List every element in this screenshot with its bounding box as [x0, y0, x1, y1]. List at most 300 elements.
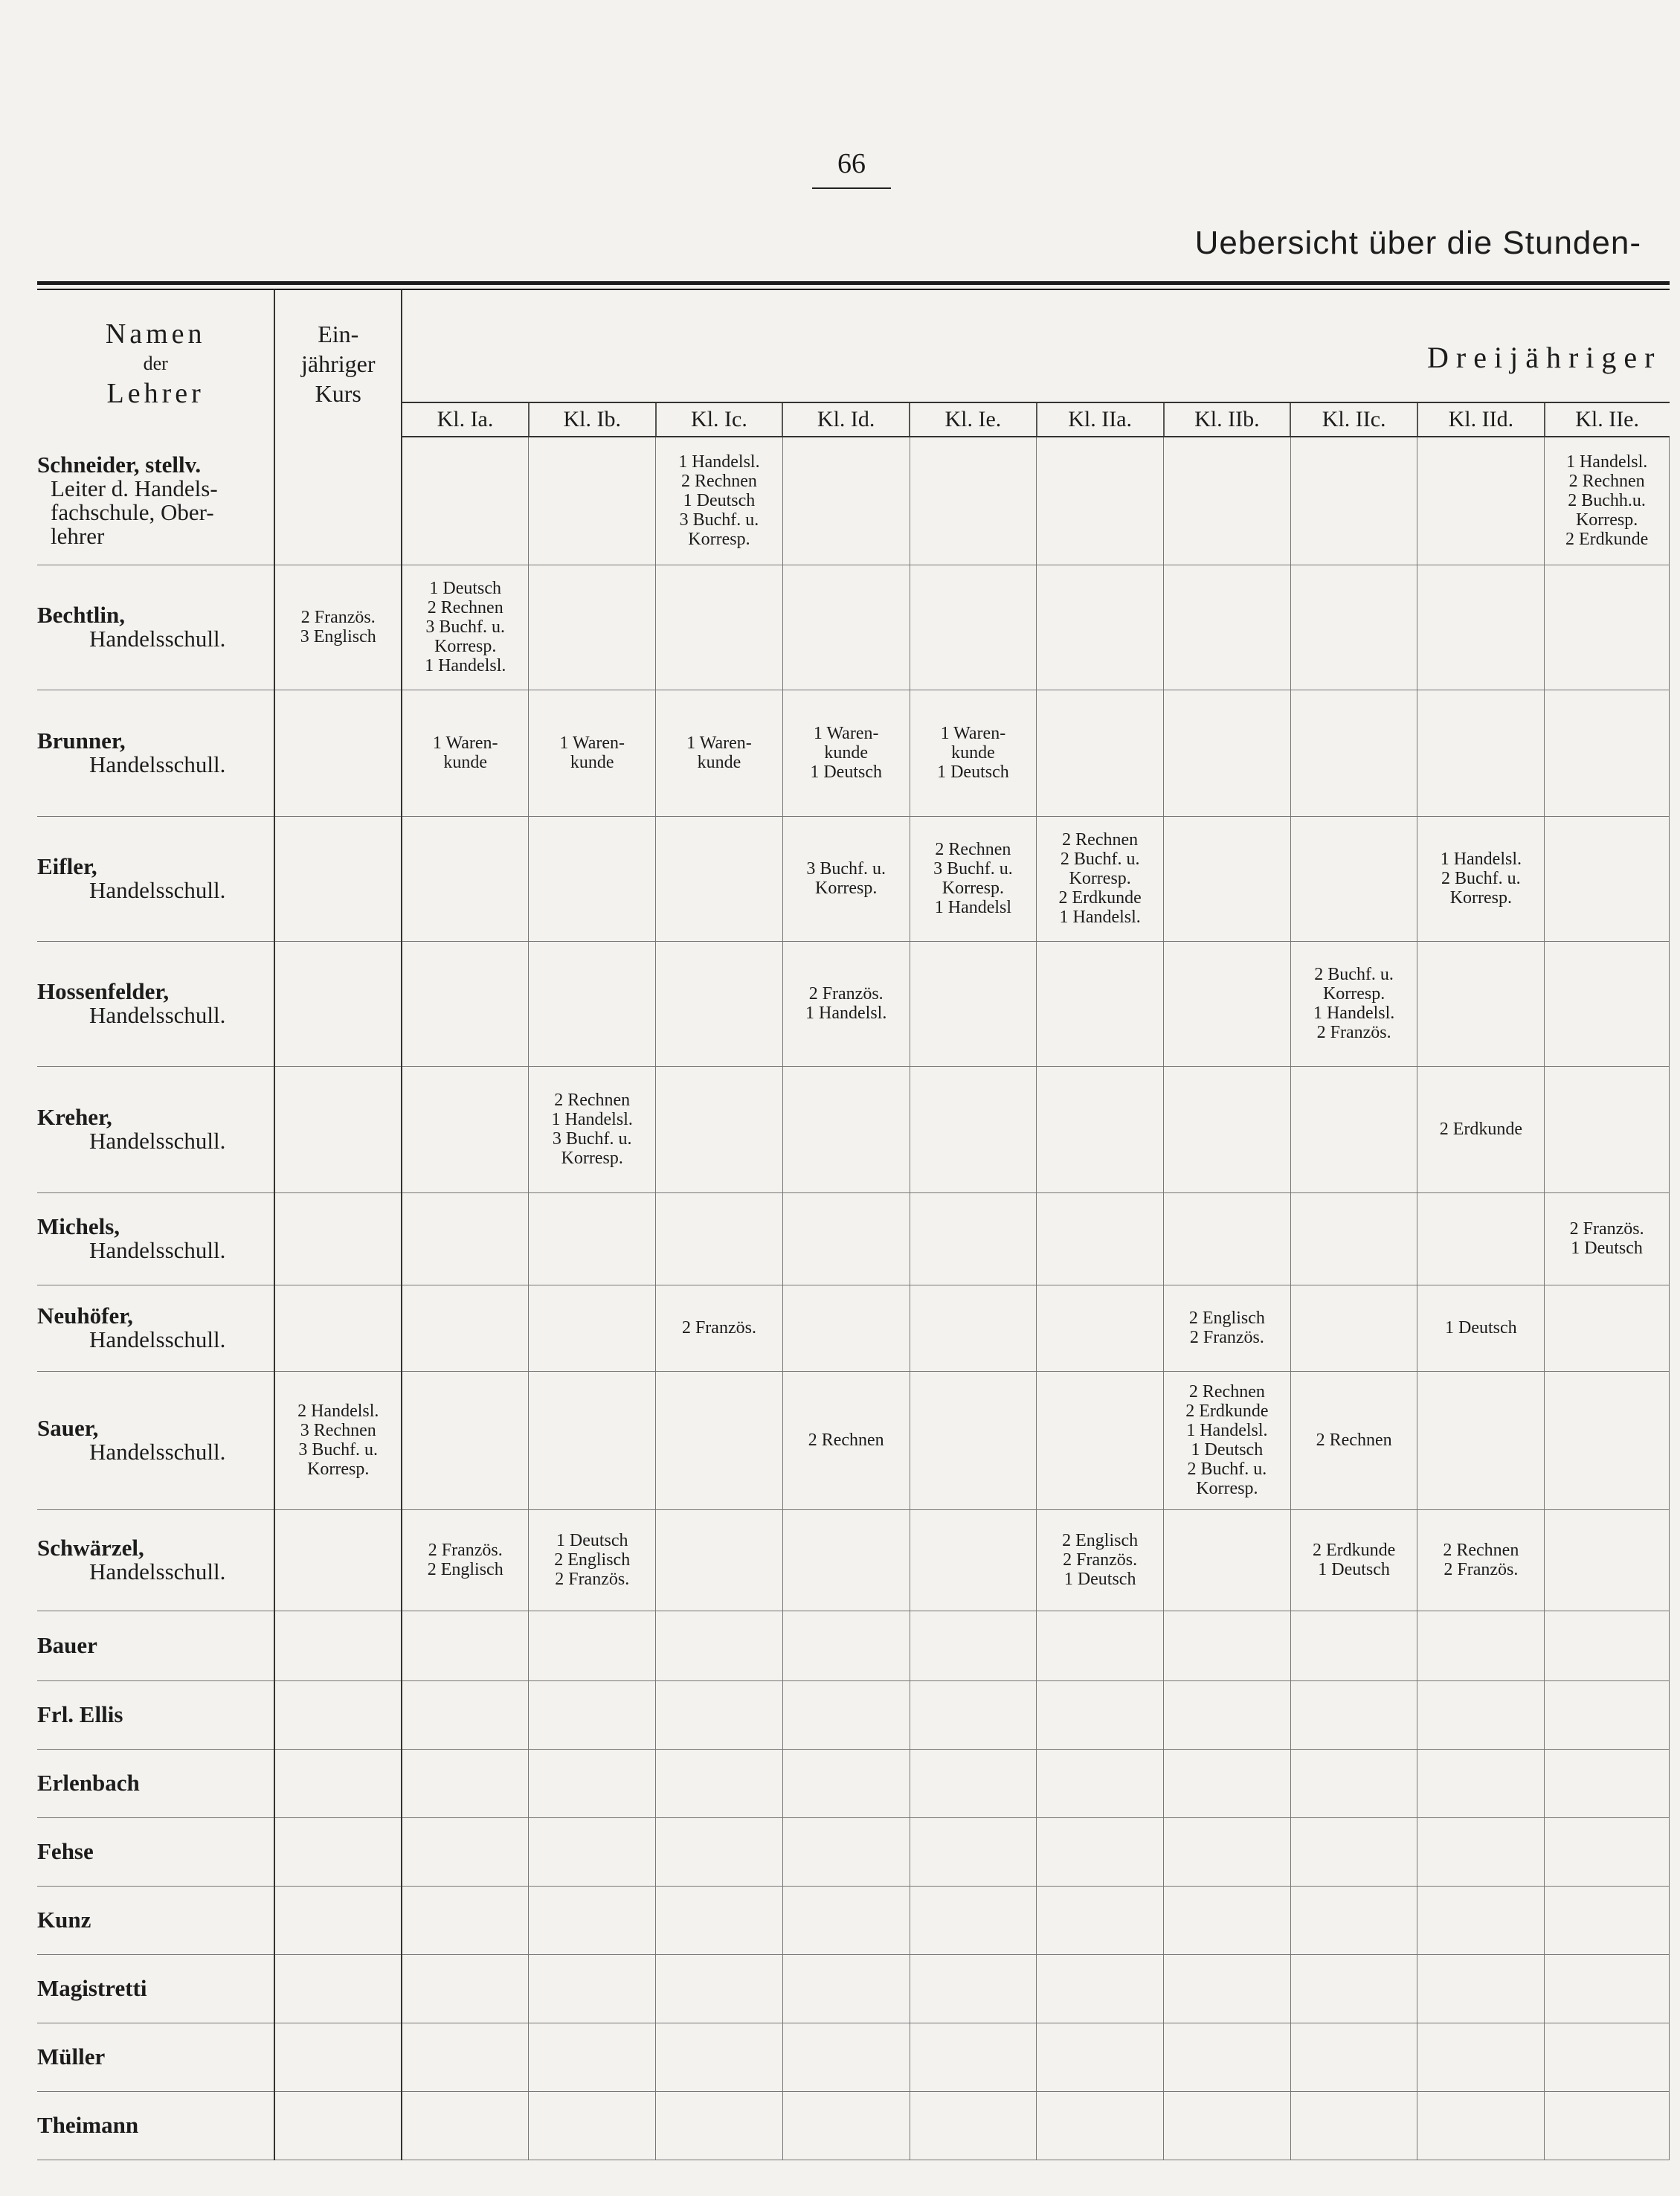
cell-line: 1 Handelsl. — [1059, 908, 1141, 927]
cell-line: 2 Erdkunde — [1439, 1120, 1522, 1139]
cell-line: 3 Buchf. u. — [933, 859, 1013, 879]
teacher-row — [37, 1886, 1670, 1954]
header-class-id: Kl. Id. — [782, 402, 910, 437]
class-cell — [529, 690, 656, 816]
header-class-iib: Kl. IIb. — [1164, 402, 1291, 437]
cell-line: 2 Englisch — [1188, 1309, 1265, 1328]
einjaehriger-cell — [274, 1749, 402, 1817]
header-class-iic: Kl. IIc. — [1290, 402, 1417, 437]
teacher-name-cell — [37, 1886, 274, 1954]
class-cell — [1164, 2091, 1291, 2160]
class-cell — [910, 941, 1037, 1066]
class-cell — [1545, 2091, 1670, 2160]
class-cell — [1545, 2023, 1670, 2091]
header-group-title: Dreijähriger — [1427, 340, 1662, 374]
teacher-name-cell — [37, 1817, 274, 1886]
schedule-table — [37, 290, 1670, 2160]
class-cell — [1545, 1509, 1670, 1611]
teacher-name-line: Kunz — [37, 1907, 91, 1933]
teacher-name-line: lehrer — [51, 522, 105, 549]
class-cell — [656, 816, 783, 941]
class-cell — [529, 1749, 656, 1817]
class-cell — [529, 1371, 656, 1509]
einjaehriger-cell — [274, 690, 402, 816]
class-cell — [1545, 1066, 1670, 1192]
class-cell — [1545, 1749, 1670, 1817]
cell-line: 3 Buchf. u. — [298, 1440, 379, 1460]
cell-line: 2 Buchf. u. — [1441, 869, 1521, 888]
class-cell — [1164, 1066, 1291, 1192]
class-cell — [782, 1371, 910, 1509]
header-class-iia: Kl. IIa. — [1037, 402, 1164, 437]
cell-line: Korresp. — [688, 530, 750, 550]
class-cell — [1037, 690, 1164, 816]
class-cell — [1417, 1371, 1545, 1509]
class-cell — [656, 690, 783, 816]
header-ein-line3: Kurs — [315, 379, 361, 407]
teacher-name-cell — [37, 437, 274, 565]
class-cell — [402, 1886, 529, 1954]
cell-line: 1 Waren- — [559, 733, 625, 753]
cell-line: 2 Französ. — [681, 1318, 756, 1338]
class-cell — [1037, 1749, 1164, 1817]
teacher-name-cell — [37, 1192, 274, 1285]
class-cell — [910, 1954, 1037, 2023]
class-cell — [1545, 1285, 1670, 1371]
class-cell — [910, 437, 1037, 565]
class-cell — [529, 816, 656, 941]
class-cell — [1164, 1954, 1291, 2023]
cell-line: 2 Französ. — [1189, 1328, 1264, 1347]
teacher-name-cell — [37, 690, 274, 816]
class-cell — [910, 1611, 1037, 1680]
header-names-line2: der — [143, 352, 168, 374]
class-cell — [402, 1749, 529, 1817]
einjaehriger-cell — [274, 1886, 402, 1954]
class-cell — [656, 1954, 783, 2023]
class-cell — [1290, 2023, 1417, 2091]
class-cell — [1037, 1954, 1164, 2023]
cell-line: Korresp. — [815, 879, 878, 898]
class-cell — [656, 565, 783, 690]
teacher-row — [37, 1509, 1670, 1611]
class-cell — [1037, 941, 1164, 1066]
teacher-name-line: Theimann — [37, 2112, 139, 2138]
teacher-name-cell — [37, 941, 274, 1066]
class-cell — [1417, 1817, 1545, 1886]
class-cell — [1290, 941, 1417, 1066]
schedule-table-wrapper — [37, 281, 1670, 2160]
teacher-name-line: Erlenbach — [37, 1770, 140, 1796]
teacher-name-line: Handelsschull. — [89, 751, 226, 777]
class-cell — [910, 1192, 1037, 1285]
header-class-ie: Kl. Ie. — [910, 402, 1037, 437]
top-rule — [37, 281, 1670, 285]
class-cell — [529, 941, 656, 1066]
teacher-name-cell — [37, 1749, 274, 1817]
teacher-name-line: Brunner, — [37, 728, 126, 754]
class-cell — [910, 1886, 1037, 1954]
cell-line: 2 Erdkunde — [1312, 1541, 1396, 1560]
einjaehriger-cell — [274, 2091, 402, 2160]
teacher-row — [37, 2023, 1670, 2091]
teacher-row — [37, 2091, 1670, 2160]
class-cell — [1164, 565, 1291, 690]
class-cell — [1290, 1817, 1417, 1886]
class-cell — [402, 941, 529, 1066]
class-cell — [402, 1817, 529, 1886]
class-cell — [1417, 1611, 1545, 1680]
class-cell — [1037, 1066, 1164, 1192]
cell-line: 1 Waren- — [686, 733, 752, 753]
class-cell — [910, 1680, 1037, 1749]
cell-line: 3 Buchf. u. — [679, 510, 759, 530]
teacher-row — [37, 1611, 1670, 1680]
class-cell — [529, 1611, 656, 1680]
cell-line: 2 Rechnen — [1568, 472, 1645, 492]
class-cell — [1164, 816, 1291, 941]
cell-line: 2 Englisch — [427, 1560, 503, 1579]
cell-line: 1 Deutsch — [1445, 1318, 1517, 1338]
class-cell — [910, 816, 1037, 941]
class-cell — [656, 1371, 783, 1509]
class-cell — [782, 437, 910, 565]
class-cell — [1417, 1680, 1545, 1749]
teacher-name-cell — [37, 1954, 274, 2023]
class-cell — [1164, 690, 1291, 816]
class-cell — [910, 1371, 1037, 1509]
class-cell — [402, 565, 529, 690]
class-cell — [1417, 690, 1545, 816]
class-cell — [656, 1066, 783, 1192]
class-cell — [656, 1285, 783, 1371]
class-cell — [402, 2091, 529, 2160]
class-cell — [1037, 565, 1164, 690]
cell-line: 2 Buchh.u. — [1568, 491, 1646, 511]
class-cell — [782, 816, 910, 941]
class-cell — [1037, 1285, 1164, 1371]
page-heading: Uebersicht über die Stunden- — [1194, 225, 1641, 261]
cell-line: 1 Handelsl. — [1440, 850, 1522, 869]
teacher-name-line: Michels, — [37, 1213, 120, 1239]
class-cell — [1037, 1371, 1164, 1509]
einjaehriger-cell — [274, 565, 402, 690]
class-cell — [1290, 690, 1417, 816]
teacher-name-line: Hossenfelder, — [37, 978, 170, 1004]
teacher-row — [37, 1817, 1670, 1886]
class-cell — [1037, 2091, 1164, 2160]
class-cell — [1290, 1371, 1417, 1509]
teacher-name-line: Neuhöfer, — [37, 1303, 133, 1329]
teacher-name-cell — [37, 1371, 274, 1509]
teacher-row — [37, 1371, 1670, 1509]
cell-line: 1 Handelsl. — [1186, 1421, 1268, 1440]
teacher-name-line: Bauer — [37, 1632, 97, 1658]
teacher-name-cell — [37, 1066, 274, 1192]
class-cell — [782, 690, 910, 816]
cell-line: 2 Französ. — [808, 984, 884, 1004]
class-cell — [529, 2023, 656, 2091]
class-cell — [1037, 1886, 1164, 1954]
header-names-line1: Namen — [105, 318, 206, 350]
class-cell — [1290, 1285, 1417, 1371]
teacher-name-line: Bechtlin, — [37, 602, 125, 628]
cell-line: 1 Deutsch — [683, 491, 756, 511]
cell-line: 2 Handelsl. — [297, 1402, 379, 1421]
class-cell — [1290, 1886, 1417, 1954]
class-cell — [402, 1066, 529, 1192]
teacher-row — [37, 437, 1670, 565]
class-cell — [910, 1066, 1037, 1192]
teacher-row — [37, 1749, 1670, 1817]
cell-line: kunde — [697, 753, 741, 772]
class-cell — [1545, 1371, 1670, 1509]
class-cell — [782, 1066, 910, 1192]
class-cell — [910, 1509, 1037, 1611]
class-cell — [1164, 1749, 1291, 1817]
teacher-name-line: Fehse — [37, 1838, 94, 1864]
class-cell — [1417, 565, 1545, 690]
einjaehriger-cell — [274, 1066, 402, 1192]
class-cell — [910, 2091, 1037, 2160]
class-cell — [1545, 941, 1670, 1066]
class-cell — [1037, 1680, 1164, 1749]
class-cell — [656, 1192, 783, 1285]
teacher-name-line: Handelsschull. — [89, 1326, 226, 1352]
cell-line: 2 Französ. — [1316, 1023, 1391, 1042]
class-cell — [1290, 1192, 1417, 1285]
cell-line: 3 Buchf. u. — [425, 617, 506, 637]
teacher-name-line: Handelsschull. — [89, 1558, 226, 1585]
cell-line: Korresp. — [942, 879, 1005, 898]
cell-line: 3 Buchf. u. — [806, 859, 886, 879]
class-cell — [1545, 1611, 1670, 1680]
page-number: 66 — [837, 148, 866, 179]
class-cell — [1417, 1886, 1545, 1954]
teacher-name-line: Sauer, — [37, 1415, 99, 1441]
class-cell — [1545, 565, 1670, 690]
class-cell — [1290, 2091, 1417, 2160]
schedule-body — [37, 437, 1670, 2160]
class-cell — [1164, 1886, 1291, 1954]
cell-line: 2 Rechnen — [935, 840, 1011, 859]
class-cell — [1290, 1611, 1417, 1680]
einjaehriger-cell — [274, 1371, 402, 1509]
class-cell — [529, 1817, 656, 1886]
einjaehriger-cell — [274, 1680, 402, 1749]
cell-line: Korresp. — [434, 637, 497, 656]
class-cell — [1164, 1680, 1291, 1749]
cell-line: kunde — [443, 753, 488, 772]
class-cell — [402, 2023, 529, 2091]
class-cell — [1164, 1285, 1291, 1371]
cell-line: 2 Buchf. u. — [1314, 965, 1394, 984]
class-cell — [1164, 1509, 1291, 1611]
class-cell — [782, 1886, 910, 1954]
class-cell — [529, 1886, 656, 1954]
cell-line: 1 Deutsch — [1191, 1440, 1264, 1460]
class-cell — [782, 1611, 910, 1680]
cell-line: Korresp. — [561, 1149, 623, 1168]
class-cell — [1164, 1371, 1291, 1509]
cell-line: 1 Deutsch — [429, 579, 502, 598]
einjaehriger-cell — [274, 1611, 402, 1680]
class-cell — [1417, 1509, 1545, 1611]
teacher-name-line: Schneider, stellv. — [37, 451, 202, 478]
class-cell — [529, 2091, 656, 2160]
class-cell — [656, 1749, 783, 1817]
teacher-name-cell — [37, 2023, 274, 2091]
teacher-name-line: Handelsschull. — [89, 1237, 226, 1263]
cell-line: 2 Englisch — [1062, 1531, 1139, 1550]
class-cell — [910, 1285, 1037, 1371]
class-cell — [529, 1680, 656, 1749]
class-cell — [1037, 1509, 1164, 1611]
class-cell — [402, 1509, 529, 1611]
cell-line: 2 Französ. — [1063, 1550, 1138, 1570]
class-cell — [529, 1954, 656, 2023]
cell-line: 1 Deutsch — [937, 762, 1009, 782]
class-cell — [656, 1611, 783, 1680]
cell-line: Korresp. — [1322, 984, 1385, 1004]
cell-line: 2 Rechnen — [808, 1431, 884, 1450]
class-cell — [782, 1509, 910, 1611]
class-cell — [1037, 1817, 1164, 1886]
cell-line: 2 Rechnen — [554, 1091, 631, 1110]
cell-line: 1 Handelsl. — [678, 452, 760, 472]
class-cell — [910, 2023, 1037, 2091]
header-class-ib: Kl. Ib. — [529, 402, 656, 437]
cell-line: 2 Rechnen — [427, 598, 503, 617]
cell-line: 3 Buchf. u. — [552, 1129, 632, 1149]
teacher-row — [37, 941, 1670, 1066]
cell-line: 2 Erdkunde — [1185, 1402, 1269, 1421]
class-cell — [782, 2091, 910, 2160]
cell-line: 1 Deutsch — [556, 1531, 628, 1550]
cell-line: 2 Rechnen — [1316, 1431, 1392, 1450]
cell-line: 2 Englisch — [554, 1550, 631, 1570]
class-cell — [910, 565, 1037, 690]
class-cell — [1545, 816, 1670, 941]
class-cell — [1545, 1680, 1670, 1749]
class-cell — [1417, 2091, 1545, 2160]
class-cell — [910, 690, 1037, 816]
cell-line: 2 Rechnen — [1188, 1382, 1265, 1402]
einjaehriger-cell — [274, 816, 402, 941]
class-cell — [529, 565, 656, 690]
teacher-name-line: Schwärzel, — [37, 1535, 144, 1561]
cell-line: 2 Französ. — [1569, 1219, 1644, 1239]
teacher-name-line: Magistretti — [37, 1975, 147, 2001]
cell-line: 1 Waren- — [432, 733, 498, 753]
class-cell — [529, 1285, 656, 1371]
teacher-name-line: Handelsschull. — [89, 877, 226, 903]
class-cell — [910, 1817, 1037, 1886]
header-class-iid: Kl. IId. — [1417, 402, 1545, 437]
class-cell — [1290, 1680, 1417, 1749]
class-cell — [1290, 1749, 1417, 1817]
teacher-name-line: Handelsschull. — [89, 626, 226, 652]
class-cell — [1417, 1954, 1545, 2023]
class-cell — [1164, 1192, 1291, 1285]
teacher-name-cell — [37, 816, 274, 941]
teacher-name-cell — [37, 1285, 274, 1371]
class-cell — [910, 1749, 1037, 1817]
class-cell — [1037, 437, 1164, 565]
class-cell — [656, 1680, 783, 1749]
class-cell — [1290, 1066, 1417, 1192]
teacher-name-cell — [37, 1611, 274, 1680]
class-cell — [529, 1066, 656, 1192]
class-cell — [656, 941, 783, 1066]
class-cell — [402, 1611, 529, 1680]
cell-line: 1 Handelsl. — [1565, 452, 1648, 472]
class-cell — [1037, 2023, 1164, 2091]
cell-line: 2 Französ. — [1444, 1560, 1519, 1579]
teacher-name-line: Eifler, — [37, 853, 97, 879]
header-class-iie: Kl. IIe. — [1545, 402, 1670, 437]
cell-line: 2 Rechnen — [680, 472, 757, 492]
teacher-name-cell — [37, 2091, 274, 2160]
cell-line: 1 Handelsl. — [425, 656, 506, 675]
teacher-name-line: Müller — [37, 2044, 106, 2070]
cell-line: Korresp. — [307, 1460, 370, 1479]
class-cell — [1545, 1886, 1670, 1954]
cell-line: Korresp. — [1069, 869, 1131, 888]
class-cell — [782, 565, 910, 690]
teacher-row — [37, 1954, 1670, 2023]
einjaehriger-cell — [274, 941, 402, 1066]
class-cell — [1037, 1192, 1164, 1285]
cell-line: kunde — [570, 753, 614, 772]
class-cell — [1545, 437, 1670, 565]
teacher-row — [37, 690, 1670, 816]
teacher-name-line: Handelsschull. — [89, 1002, 226, 1028]
class-cell — [656, 1817, 783, 1886]
class-cell — [402, 690, 529, 816]
class-cell — [402, 1680, 529, 1749]
class-cell — [782, 1817, 910, 1886]
class-cell — [782, 1954, 910, 2023]
cell-line: Korresp. — [1196, 1479, 1258, 1498]
cell-line: kunde — [824, 743, 868, 762]
class-cell — [402, 1192, 529, 1285]
einjaehriger-cell — [274, 2023, 402, 2091]
teacher-row — [37, 1680, 1670, 1749]
class-cell — [656, 2023, 783, 2091]
cell-line: 2 Französ. — [428, 1541, 503, 1560]
cell-line: 2 Erdkunde — [1565, 530, 1649, 550]
cell-line: 2 Rechnen — [1443, 1541, 1519, 1560]
class-cell — [402, 816, 529, 941]
class-cell — [1164, 941, 1291, 1066]
einjaehriger-cell — [274, 437, 402, 565]
einjaehriger-cell — [274, 1285, 402, 1371]
teacher-row — [37, 1192, 1670, 1285]
teacher-row — [37, 1066, 1670, 1192]
header-ein-line2: jähriger — [300, 350, 376, 377]
class-cell — [1290, 816, 1417, 941]
class-cell — [529, 1509, 656, 1611]
class-cell — [656, 1509, 783, 1611]
class-cell — [1545, 1954, 1670, 2023]
class-cell — [1417, 2023, 1545, 2091]
class-cell — [402, 1954, 529, 2023]
class-cell — [782, 1749, 910, 1817]
teacher-name-line: Leiter d. Handels- — [51, 475, 218, 501]
class-cell — [782, 2023, 910, 2091]
cell-line: 1 Waren- — [940, 724, 1006, 743]
